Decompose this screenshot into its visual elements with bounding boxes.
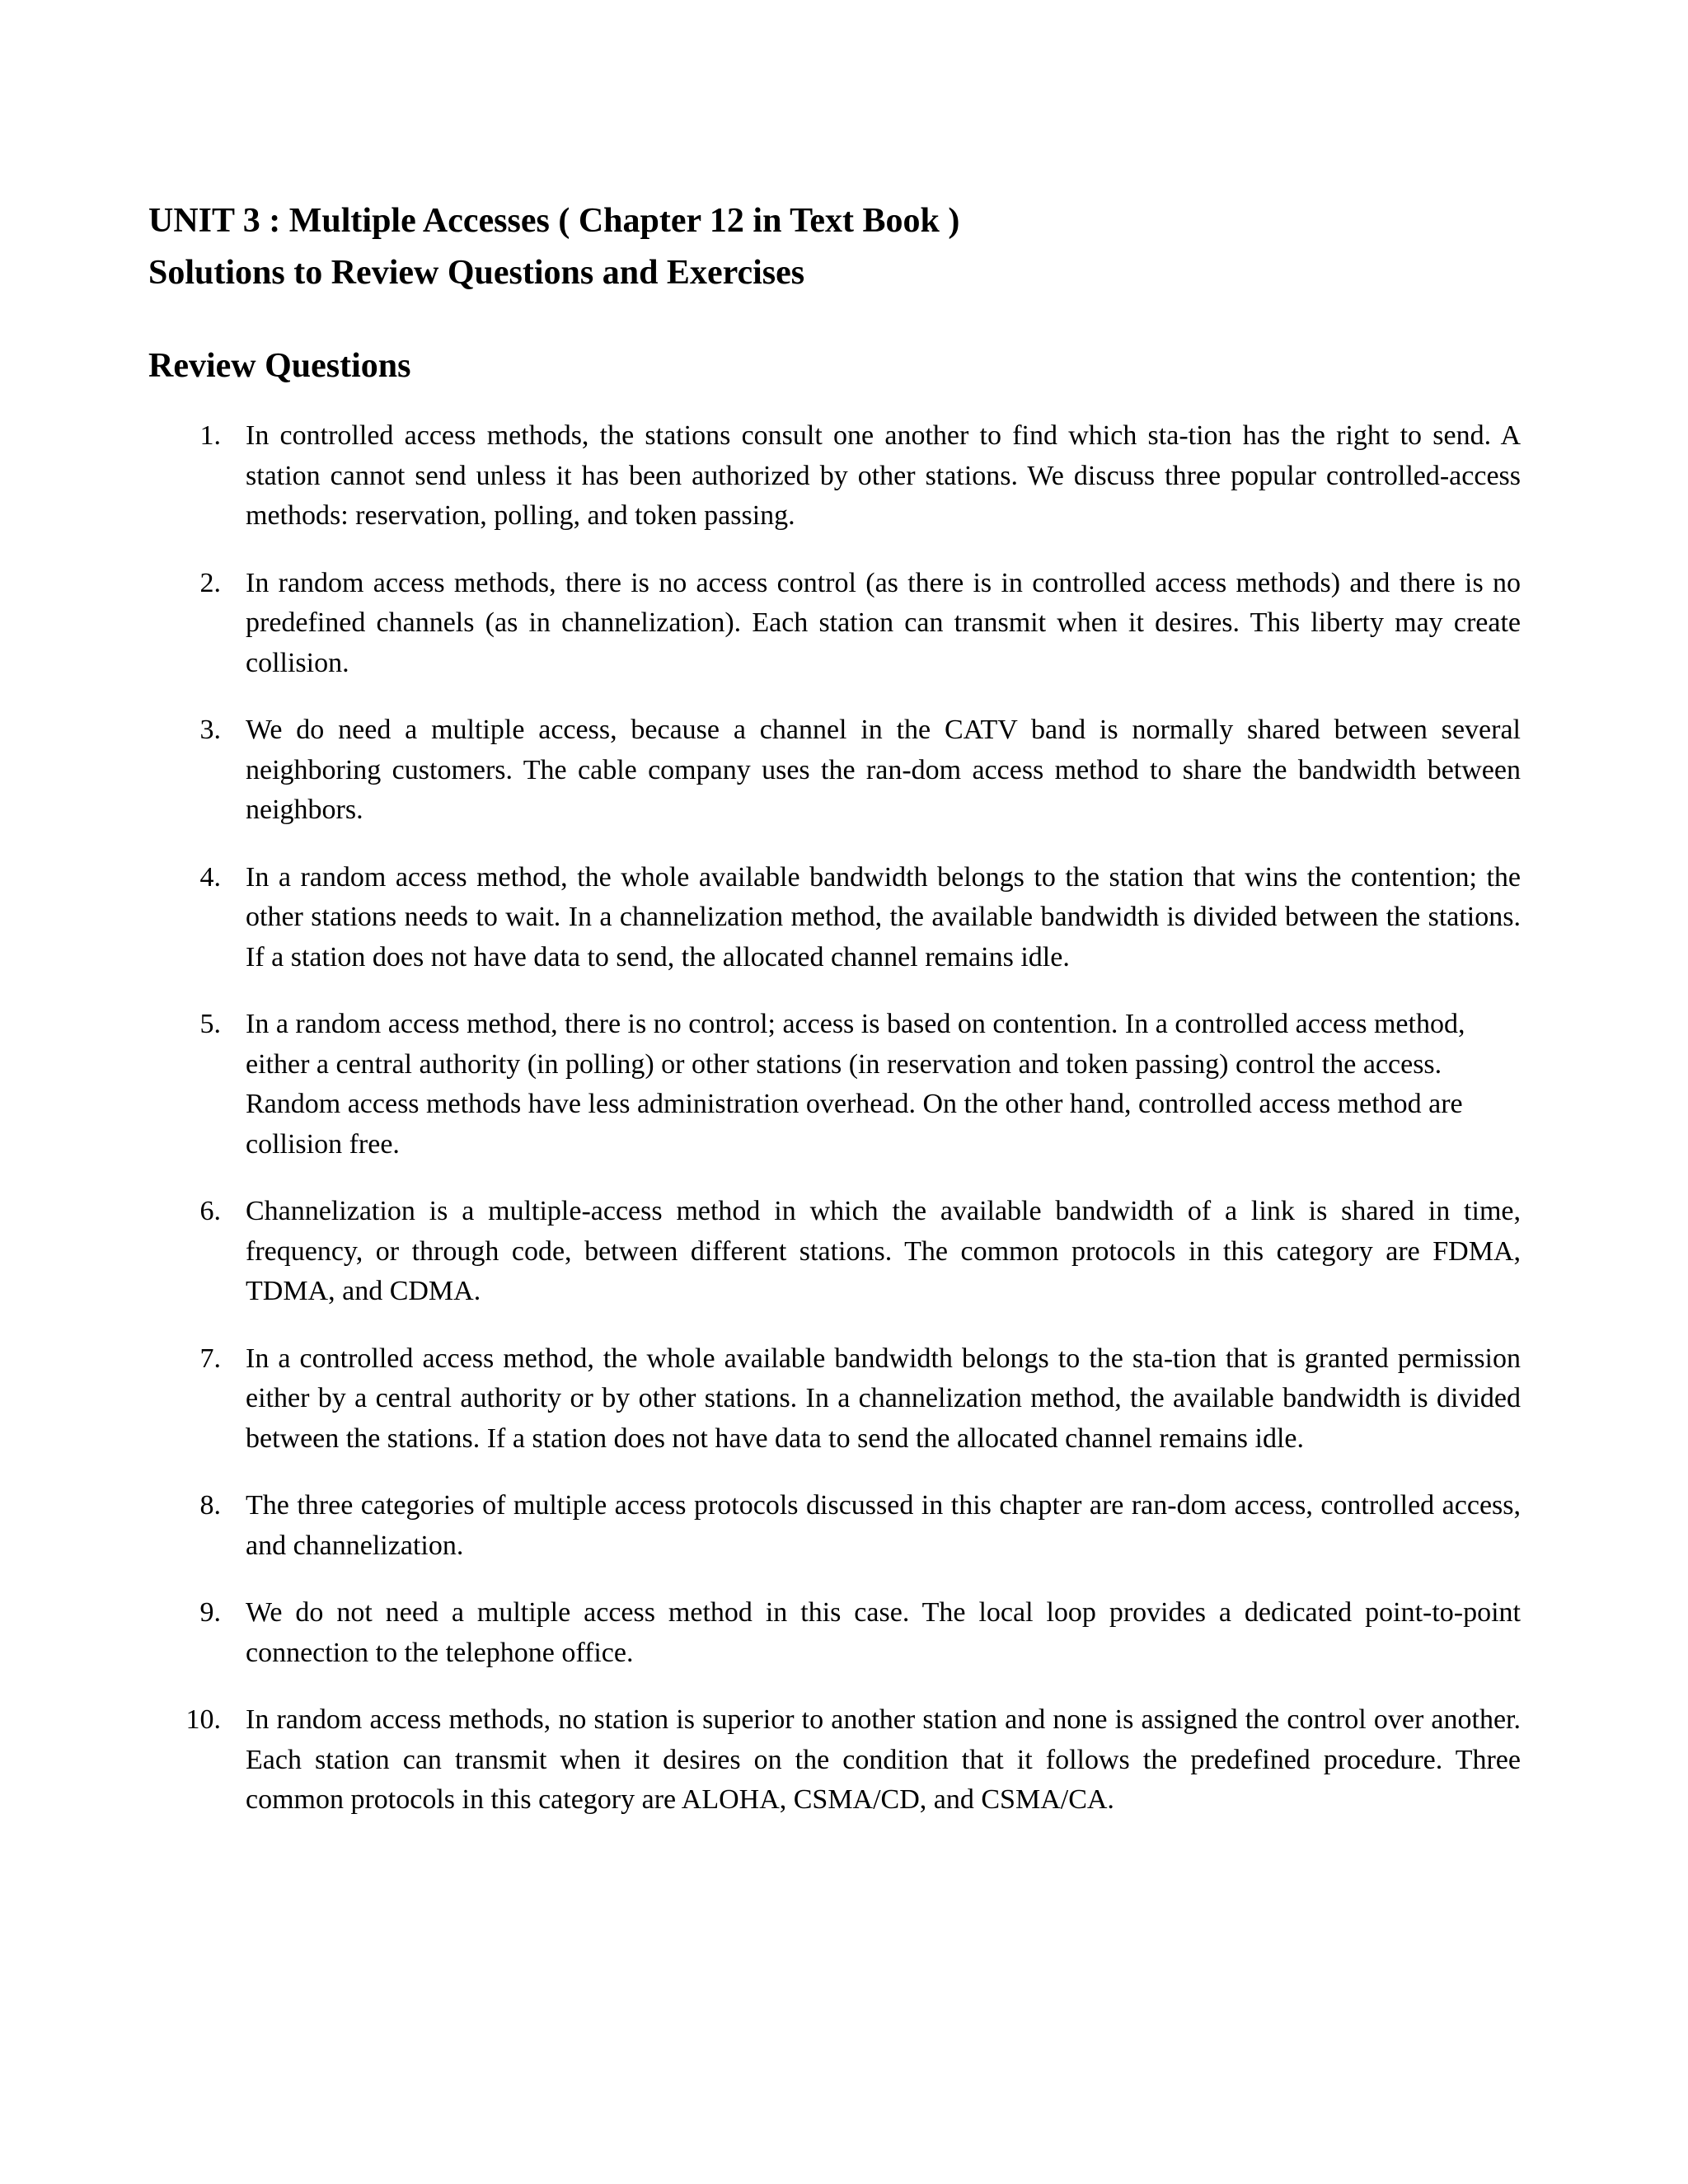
section-heading-review-questions: Review Questions: [148, 347, 411, 385]
question-answer-text: In a random access method, the whole available bandwidth belongs to the station that wins the contention; the other stations needs to wait. In a channelization method, the available bandwidth is divided between the stations. If a station does not have data to send, the allocated channel remains idle.: [246, 861, 1521, 972]
question-number: 6.: [199, 1196, 221, 1226]
question-number: 1.: [199, 420, 221, 451]
question-number: 9.: [199, 1597, 221, 1628]
question-number: 2.: [199, 567, 221, 598]
document-subtitle: Solutions to Review Questions and Exercises: [148, 254, 805, 292]
question-number: 4.: [199, 861, 221, 893]
question-answer-text: In a controlled access method, the whole available bandwidth belongs to the sta-tion that is granted permission either by a central authority or by other stations. In a channelization method, the available bandwidth is divided between the stations. If a station does not have data to send the allocated channel remains idle.: [246, 1343, 1521, 1454]
question-number: 3.: [199, 715, 221, 745]
question-number: 10.: [185, 1704, 221, 1735]
question-answer-text: Channelization is a multiple-access method in which the available bandwidth of a link is shared in time, frequency, or through code, between different stations. The common protocols in this category are FDMA, TDMA, and CDMA.: [246, 1196, 1521, 1306]
review-question-6: [148, 1192, 1521, 1312]
review-question-2: [148, 564, 1521, 684]
question-answer-text: We do not need a multiple access method in this case. The local loop provides a dedicated point-to-point connection to the telephone office.: [246, 1597, 1521, 1668]
question-answer-text: In controlled access methods, the stations consult one another to find which sta-tion has the right to send. A station cannot send unless it has been authorized by other stations. We discuss three popular controlled-access methods: reservation, polling, and token passing.: [246, 420, 1521, 531]
unit-title: UNIT 3 : Multiple Accesses ( Chapter 12 in Text Book ): [148, 202, 960, 240]
question-answer-text: We do need a multiple access, because a channel in the CATV band is normally shared between several neighboring customers. The cable company uses the ran-dom access method to share the bandwidth between neighbors.: [246, 715, 1521, 825]
question-number: 8.: [199, 1490, 221, 1521]
review-question-9: [148, 1593, 1521, 1673]
question-number: 5.: [199, 1009, 221, 1039]
question-number: 7.: [199, 1343, 221, 1374]
question-answer-text: The three categories of multiple access protocols discussed in this chapter are ran-dom access, controlled access, and channelization.: [246, 1490, 1521, 1561]
review-question-10: [148, 1700, 1521, 1821]
question-answer-text: In a random access method, there is no control; access is based on contention. In a controlled access method, either a central authority (in polling) or other stations (in reservation and token passing) control the access. Random access methods have less administration overhead. On the other hand, controlled access method are collision free.: [246, 1009, 1465, 1160]
review-question-1: [148, 416, 1521, 537]
review-question-8: [148, 1486, 1521, 1566]
question-answer-text: In random access methods, there is no access control (as there is in controlled access methods) and there is no predefined channels (as in channelization). Each station can transmit when it desires. This liberty may create collision.: [246, 567, 1521, 678]
review-question-3: [148, 710, 1521, 831]
review-questions-list: [148, 416, 1521, 1848]
review-question-4: [148, 858, 1521, 978]
question-answer-text: In random access methods, no station is superior to another station and none is assigned the control over another. Each station can transmit when it desires on the condition that it follows the predefined procedure. Three common protocols in this category are ALOHA, CSMA/CD, and CSMA/CA.: [246, 1704, 1521, 1815]
review-question-7: [148, 1339, 1521, 1460]
review-question-5: [148, 1005, 1521, 1165]
